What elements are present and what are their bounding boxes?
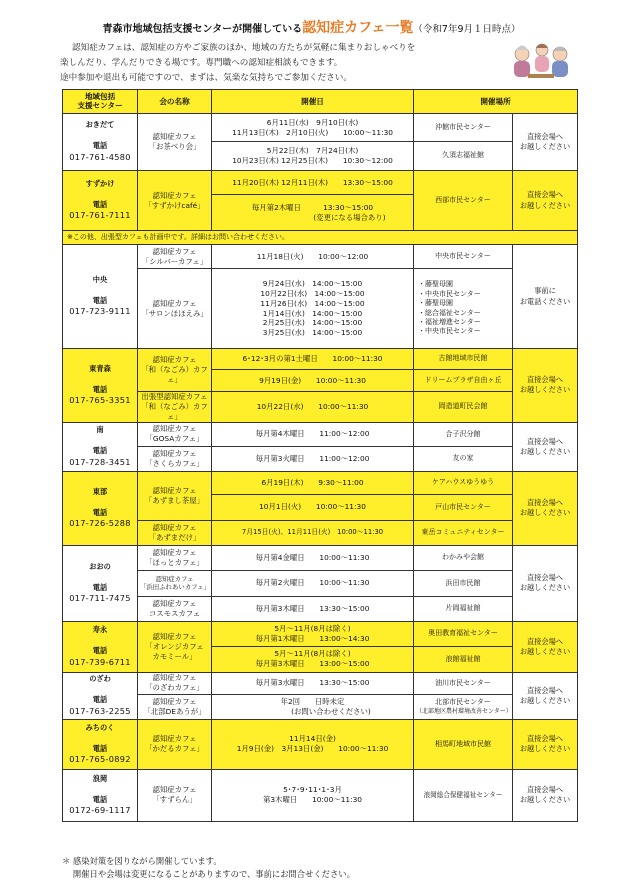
schedule: 5月22日(木) 7月24日(木) 10月23日(木) 12月25日(木) 10:30～12:00 xyxy=(212,142,414,171)
venue: 西部市民センター xyxy=(414,171,513,231)
schedule: 10月22日(水) 10:00～11:30 xyxy=(212,392,414,423)
attendance: 直接会場へ お越しください xyxy=(513,672,578,719)
venue: 浪岡総合保健福祉センター xyxy=(414,769,513,821)
cafe-list-table xyxy=(62,89,578,822)
cafe-name: 認知症カフェ 「すずかけcafé」 xyxy=(138,171,212,231)
venue: 奥田教育福祉センター xyxy=(414,621,513,646)
center-chuo: 中央 電話 017-723-9111 xyxy=(63,245,138,349)
venue: ケアハウスゆうゆう xyxy=(414,471,513,494)
cafe-name: 認知症カフェ 「すずらん」 xyxy=(138,769,212,821)
schedule: 毎月第3火曜日 11:00～12:00 xyxy=(212,446,414,471)
center-minami: 南 電話 017-728-3451 xyxy=(63,422,138,471)
table-row xyxy=(63,694,578,719)
venue: わかみや会館 xyxy=(414,545,513,570)
schedule: 5･7･9･11･1･3月 第3木曜日 10:00～11:30 xyxy=(212,769,414,821)
title-main: 認知症カフェ一覧 xyxy=(302,20,414,36)
footer-line-2: 開催日や会場は変更になることがありますので、事前にお問合せください。 xyxy=(62,869,355,879)
table-row xyxy=(63,596,578,621)
center-suzukake: すずかけ 電話 017-761-7111 xyxy=(63,171,138,231)
center-michinoku: みちのく 電話 017-765-0892 xyxy=(63,719,138,769)
venue: 古館地域市民館 xyxy=(414,349,513,370)
venue: 合子沢分館 xyxy=(414,422,513,446)
table-row xyxy=(63,769,578,821)
schedule: 6･12･3月の第1土曜日 10:00～11:30 xyxy=(212,349,414,370)
cafe-name: 認知症カフェ 「北部DEあうが」 xyxy=(138,694,212,719)
schedule: 6月11日(水) 9月10日(水) 11月13日(木) 2月10日(火) 10:00～11:30 xyxy=(212,114,414,142)
venue: 片岡福祉館 xyxy=(414,596,513,621)
table-row xyxy=(63,520,578,545)
attendance: 直接会場へ お越しください xyxy=(513,349,578,423)
cafe-name: 認知症カフェ 「GOSAカフェ」 xyxy=(138,422,212,446)
center-higashiaomori: 東青森 電話 017-765-3351 xyxy=(63,349,138,423)
intro-line-2: 楽しんだり、学んだりできる場です。専門職への認知症相談もできます。 xyxy=(60,58,343,68)
cafe-name: 認知症カフェ 「お茶べり会」 xyxy=(138,114,212,171)
venue: 中央市民センター xyxy=(414,245,513,269)
cafe-name: 認知症カフェ 「サロンほほえみ」 xyxy=(138,269,212,349)
schedule: 5月～11月(8月は除く) 毎月第1木曜日 13:00～14:30 xyxy=(212,621,414,646)
footer-line-1: ＊ 感染対策を図りながら開催しています。 xyxy=(62,856,222,866)
table-row xyxy=(63,231,578,245)
schedule: 10月1日(火) 10:00～11:30 xyxy=(212,494,414,520)
table-row xyxy=(63,171,578,195)
intro-line-1: 認知症カフェは、認知症の方やご家族のほか、地域の方たちが気軽に集まりおしゃべりを xyxy=(72,43,416,53)
elderly-people-illustration xyxy=(508,38,574,84)
cafe-name: 認知症カフェ 「シルバーカフェ」 xyxy=(138,245,212,269)
venue-name: 北部市民センター xyxy=(435,698,491,707)
center-nozawa: のざわ 電話 017-763-2255 xyxy=(63,672,138,719)
table-row xyxy=(63,349,578,370)
venue: 相馬町地域市民館 xyxy=(414,719,513,769)
cafe-name: 認知症カフェ 「かだるカフェ」 xyxy=(138,719,212,769)
intro-line-3: 途中参加や退出も可能ですので、まずは、気楽な気持ちでご参加ください。 xyxy=(60,73,352,83)
header-name: 会の名称 xyxy=(138,90,212,114)
center-kotobuki: 寿永 電話 017-739-6711 xyxy=(63,621,138,672)
cafe-name: 認知症カフェ 「あずまだけ」 xyxy=(138,520,212,545)
schedule: 毎月第2木曜日 13:30～15:00 (変更になる場合あり) xyxy=(212,195,414,231)
schedule: 9月24日(水) 14:00～15:00 10月22日(水) 14:00～15:00 11月26日(水) 14:00～15:00 1月14日(水) 14:00～15:00 2月25日(水) 14:00～15:00 3月25日(水) 14:00～15:00 xyxy=(212,269,414,349)
venue xyxy=(414,694,513,719)
cafe-name: 認知症カフェ コスモスカフェ xyxy=(138,596,212,621)
table-row xyxy=(63,269,578,349)
footer-notes xyxy=(62,855,355,881)
schedule: 毎月第3木曜日 13:30～15:00 xyxy=(212,596,414,621)
schedule: 11月18日(火) 10:00～12:00 xyxy=(212,245,414,269)
title-prefix: 青森市地域包括支援センターが開催している xyxy=(102,24,303,35)
center-namioka: 浪岡 電話 0172-69-1117 xyxy=(63,769,138,821)
venue: 東岳コミュニティセンター xyxy=(414,520,513,545)
center-tobu: 東部 電話 017-726-5288 xyxy=(63,471,138,545)
as-of-date: （令和7年9月１日時点） xyxy=(413,24,521,35)
venue: ・藤聖母園 ・中央市民センター ・藤聖母園 ・総合福祉センター ・福祉増進センター ・中央市民センター xyxy=(414,269,513,349)
center-oono: おおの 電話 017-711-7475 xyxy=(63,545,138,621)
attendance: 直接会場へ お越しください xyxy=(513,719,578,769)
cafe-name: 出張型認知症カフェ 「和（なごみ）カフェ」 xyxy=(138,392,212,423)
venue: 戸山市民センター xyxy=(414,494,513,520)
venue: 浪館福祉館 xyxy=(414,646,513,672)
table-row xyxy=(63,719,578,769)
schedule: 7月15日(火)、11月11日(火) 10:00～11:30 xyxy=(212,520,414,545)
cafe-name: 認知症カフェ 「和（なごみ）カフェ」 xyxy=(138,349,212,392)
header-center: 地域包括 支援センター xyxy=(63,90,138,114)
venue: 油川市民センター xyxy=(414,672,513,694)
schedule: 毎月第4木曜日 11:00～12:00 xyxy=(212,422,414,446)
table-row xyxy=(63,446,578,471)
attendance: 直接会場へ お越しください xyxy=(513,422,578,471)
schedule: 毎月第2火曜日 10:00～11:30 xyxy=(212,570,414,596)
venue: 岡造道町民会館 xyxy=(414,392,513,423)
cafe-name: 認知症カフェ 「のざわカフェ」 xyxy=(138,672,212,694)
attendance: 直接会場へ お越しください xyxy=(513,114,578,171)
schedule: 5月～11月(8月は除く) 毎月第3木曜日 13:00～15:00 xyxy=(212,646,414,672)
venue: 久須志福祉館 xyxy=(414,142,513,171)
table-row xyxy=(63,392,578,423)
schedule: 年2回 日時未定 (お問い合わせください) xyxy=(212,694,414,719)
page-title xyxy=(0,17,623,37)
venue: 友の家 xyxy=(414,446,513,471)
venue: 浜田市民館 xyxy=(414,570,513,596)
attendance: 直接会場へ お越しください xyxy=(513,769,578,821)
attendance: 直接会場へ お越しください xyxy=(513,621,578,672)
attendance: 直接会場へ お越しください xyxy=(513,171,578,231)
cafe-name: 認知症カフェ 「ほっとカフェ」 xyxy=(138,545,212,570)
table-row xyxy=(63,570,578,596)
attendance: 直接会場へ お越しください xyxy=(513,545,578,621)
header-date: 開催日 xyxy=(212,90,414,114)
table-row xyxy=(63,471,578,494)
venue: ドリームプラザ自由ヶ丘 xyxy=(414,370,513,392)
cafe-name: 認知症カフェ 「あずまし茶屋」 xyxy=(138,471,212,520)
center-okidate: おきだて 電話 017-761-4580 xyxy=(63,114,138,171)
note: ※この他、出張型カフェも計画中です。詳細はお問い合わせください。 xyxy=(63,231,578,245)
schedule: 11月20日(木) 12月11日(木) 13:30～15:00 xyxy=(212,171,414,195)
schedule: 9月19日(金) 10:00～11:30 xyxy=(212,370,414,392)
attendance: 事前に お電話ください xyxy=(513,245,578,349)
header-venue: 開催場所 xyxy=(414,90,578,114)
schedule: 毎月第3水曜日 13:30～15:00 xyxy=(212,672,414,694)
table-row xyxy=(63,422,578,446)
table-row xyxy=(63,672,578,694)
schedule: 6月19日(木) 9:30～11:00 xyxy=(212,471,414,494)
cafe-name: 認知症カフェ 「オレンジカフェ カモミール」 xyxy=(138,621,212,672)
venue-sub: （北部地区農村環境改善センター） xyxy=(416,707,512,715)
table-row xyxy=(63,621,578,646)
cafe-name: 認知症カフェ 「さくらカフェ」 xyxy=(138,446,212,471)
cafe-name: 認知症カフェ 「浜田ふれあいカフェ」 xyxy=(138,570,212,596)
table-row xyxy=(63,545,578,570)
attendance: 直接会場へ お越しください xyxy=(513,471,578,545)
table-row xyxy=(63,114,578,142)
schedule: 11月14日(金) 1月9日(金) 3月13日(金) 10:00～11:30 xyxy=(212,719,414,769)
venue: 沖館市民センター xyxy=(414,114,513,142)
schedule: 毎月第4金曜日 10:00～11:30 xyxy=(212,545,414,570)
intro-text xyxy=(60,41,500,86)
table-row xyxy=(63,245,578,269)
